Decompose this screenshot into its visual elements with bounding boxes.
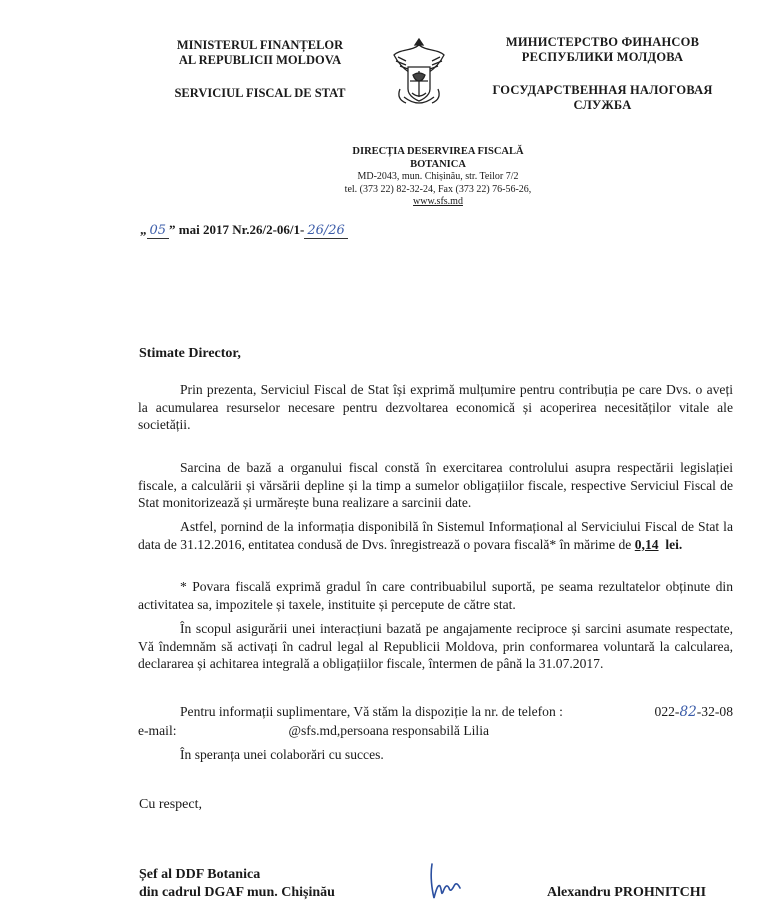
date-number-line: [140, 222, 348, 238]
paragraph-7: În speranța unei colaborări cu succes.: [180, 747, 384, 762]
signature-title-2: din cadrul DGAF mun. Chișinău: [139, 885, 335, 900]
signatory-name: Alexandru PROHNITCHI: [547, 885, 707, 900]
date-day-handwritten: 05: [147, 223, 170, 239]
signature-title: [139, 866, 335, 902]
right-republic-name: РЕСПУБЛИКИ МОЛДОВА: [521, 50, 684, 64]
email-contact: @sfs.md,persoana responsabilă Lilia: [288, 722, 490, 738]
left-ministry-name: MINISTERUL FINANȚELOR: [176, 38, 344, 52]
direction-website-link[interactable]: www.sfs.md: [413, 196, 463, 207]
paragraph-3-text: Astfel, pornind de la informația disponibilă în Sistemul Informațional al Serviciului Fiscal de Stat la data de 31.12.2016, entitatea condusă de Dvs. înregistrează o povara fiscală* în mărime de: [138, 519, 733, 552]
document-number-handwritten: 26/26: [304, 223, 347, 239]
phone-suffix: -32-08: [696, 704, 733, 719]
salutation: Stimate Director,: [139, 346, 241, 361]
signature-title-1: Șef al DDF Botanica: [139, 867, 261, 882]
date-open-quote: „: [140, 222, 147, 237]
paragraph-footnote: * Povara fiscală exprimă gradul în care contribuabilul suportă, pe seama rezultatelor obținute din activitatea sa, impozitele și taxele, instituite și percepute de către stat.: [138, 579, 733, 612]
direction-phone: tel. (373 22) 82-32-24, Fax (373 22) 76-56-26,: [344, 183, 532, 195]
header-right: [470, 35, 735, 113]
header-left: [150, 38, 370, 101]
contact-phone: [655, 703, 733, 722]
phone-prefix: 022-: [654, 704, 680, 719]
right-service-name-2: СЛУЖБА: [573, 98, 632, 112]
phone-handwritten-digits: 82: [679, 704, 697, 720]
fiscal-burden-value: 0,14: [634, 536, 659, 552]
right-service-name-1: ГОСУДАРСТВЕННАЯ НАЛОГОВАЯ: [492, 83, 713, 97]
paragraph-5: În scopul asigurării unei interacțiuni bazată pe angajamente reciproce și sarcini asumate respectate, Vă îndemnăm să activați în cadrul legal al Republicii Moldova, prin conformarea voluntară la calcularea, declararea și achitarea integrală a obligațiilor fiscale, întermen de până la 31.07.2017.: [138, 621, 733, 671]
left-republic-name: AL REPUBLICII MOLDOVA: [178, 53, 342, 67]
direction-title: DIRECȚIA DESERVIREA FISCALĂ: [352, 146, 524, 157]
direction-subtitle: BOTANICA: [410, 158, 466, 170]
left-service-name: SERVICIUL FISCAL DE STAT: [174, 86, 346, 100]
closing: Cu respect,: [139, 797, 202, 812]
contact-text: Pentru informații suplimentare, Vă stăm la dispoziție la nr. de telefon :: [180, 704, 563, 719]
direction-block: [318, 146, 558, 209]
coat-of-arms-icon: [390, 33, 448, 113]
email-label: e-mail:: [138, 722, 177, 738]
paragraph-1: Prin prezenta, Serviciul Fiscal de Stat își exprimă mulțumire pentru contribuția pe care Dvs. o aveți la acumularea resurselor necesare pentru dezvoltarea economică și acoperirea necesităților vitale ale societății.: [138, 382, 733, 432]
paragraph-2: Sarcina de bază a organului fiscal constă în exercitarea controlului asupra respectării legislației fiscale, a calculării și vărsării depline și la timp a sumelor obligațiilor fiscale, respective Serviciul Fiscal de Stat monitorizează și urmărește buna realizare a sarcinii date.: [138, 460, 733, 510]
paragraph-3: [138, 518, 733, 553]
fiscal-burden-unit: lei.: [665, 536, 683, 552]
direction-address: MD-2043, mun. Chișinău, str. Teilor 7/2: [357, 171, 519, 182]
right-ministry-name: МИНИСТЕРСТВО ФИНАНСОВ: [505, 35, 700, 49]
handwritten-signature-icon: [428, 862, 464, 902]
paragraph-6: [138, 703, 733, 739]
date-rest: ” mai 2017 Nr.26/2-06/1-: [169, 222, 305, 237]
